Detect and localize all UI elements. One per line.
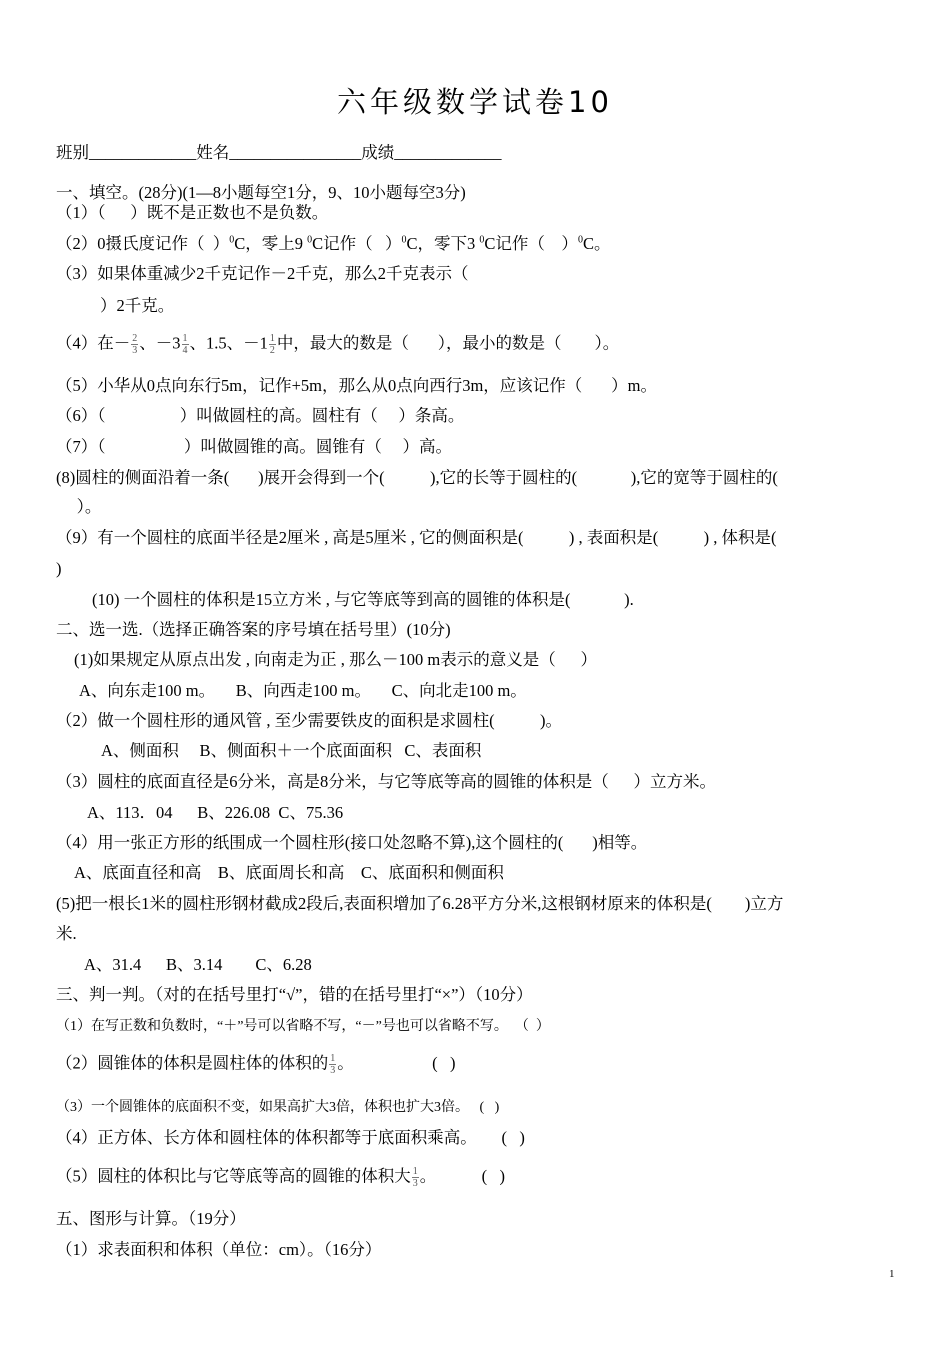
q1-3-line2: ）2千克。: [100, 296, 175, 315]
q2-3: （3）圆柱的底面直径是6分米，高是8分米，与它等底等高的圆锥的体积是（ ）立方米。: [56, 772, 716, 791]
fraction-1-2: $\frac{1}{2}$: [269, 333, 275, 356]
q1-2: （2）0摄氏度记作（ ）$^0$C，零上9 $^0$C记作（ ）$^0$C，零下3 $^0$C记作（ ）$^0$C。: [56, 234, 611, 253]
student-info-line: 班别_____________姓名________________成绩_____________: [56, 143, 502, 162]
q2-1-options: A、向东走100 m。 B、向西走100 m。 C、向北走100 m。: [79, 681, 527, 700]
q5-1: （1）求表面积和体积（单位：cm）。（16分）: [56, 1240, 382, 1259]
q1-8-line2: ）。: [56, 497, 102, 516]
q2-5-options: A、31.4 B、3.14 C、6.28: [84, 955, 312, 974]
q1-10: (10) 一个圆柱的体积是15立方米 , 与它等底等到高的圆锥的体积是( ).: [92, 590, 634, 609]
q2-5-line2: 米.: [56, 924, 77, 943]
q1-4: （4）在－ $\frac{2}{3}$ 、－3 $\frac{1}{4}$ 、1.5、－1 $\frac{1}{2}$ 中，最大的数是（ ），最小的数是（ ）。: [56, 333, 620, 356]
q1-5: （5）小华从0点向东行5m，记作+5m，那么从0点向西行3m，应该记作（ ）m。: [56, 376, 658, 395]
q1-1: （1）（ ）既不是正数也不是负数。: [56, 203, 329, 222]
q1-3-line1: （3）如果体重减少2千克记作－2千克，那么2千克表示（: [56, 264, 469, 283]
page-title: 六年级数学试卷10: [337, 85, 613, 119]
fraction-2-3: $\frac{2}{3}$: [132, 333, 138, 356]
q3-3: （3）一个圆锥体的底面积不变，如果高扩大3倍，体积也扩大3倍。 ( ): [56, 1100, 500, 1115]
fraction-1-3: $\frac{1}{3}$: [330, 1053, 336, 1076]
section1-heading: 一、填空。(28分)(1—8小题每空1分，9、10小题每空3分): [56, 183, 466, 202]
q1-7: （7）（ ）叫做圆锥的高。圆锥有（ ）高。: [56, 437, 452, 456]
q2-2: （2）做一个圆柱形的通风管 , 至少需要铁皮的面积是求圆柱( )。: [56, 711, 562, 730]
q2-4: （4）用一张正方形的纸围成一个圆柱形(接口处忽略不算),这个圆柱的( )相等。: [56, 833, 648, 852]
q3-5: （5）圆柱的体积比与它等底等高的圆锥的体积大 $\frac{1}{3}$ 。 ( ): [56, 1166, 505, 1189]
q3-1: （1）在写正数和负数时，“＋”号可以省略不写，“－”号也可以省略不写。 （ ）: [56, 1019, 550, 1034]
q2-4-options: A、底面直径和高 B、底面周长和高 C、底面积和侧面积: [74, 863, 504, 882]
q2-5-line1: (5)把一根长1米的圆柱形钢材截成2段后,表面积增加了6.28平方分米,这根钢材原来的体积是( )立方: [56, 894, 784, 913]
q3-4: （4）正方体、长方体和圆柱体的体积都等于底面积乘高。 ( ): [56, 1128, 525, 1147]
fraction-1-4: $\frac{1}{4}$: [182, 333, 188, 356]
q2-1: (1)如果规定从原点出发 , 向南走为正 , 那么－100 m表示的意义是（ ）: [74, 650, 597, 669]
q2-3-options: A、113．04 B、226.08 C、75.36: [87, 803, 344, 822]
q1-9-line1: （9）有一个圆柱的底面半径是2厘米 , 高是5厘米 , 它的侧面积是( ) , 表面积是( ) , 体积是(: [56, 528, 777, 547]
section2-heading: 二、选一选.（选择正确答案的序号填在括号里）(10分): [56, 620, 451, 639]
section5-heading: 五、图形与计算。（19分）: [56, 1209, 246, 1228]
section3-heading: 三、判一判。（对的在括号里打“√”，错的在括号里打“×”）（10分）: [56, 985, 533, 1004]
q1-9-line2: ): [56, 559, 62, 578]
q1-6: （6）（ ）叫做圆柱的高。圆柱有（ ）条高。: [56, 406, 465, 425]
q1-8-line1: (8)圆柱的侧面沿着一条( )展开会得到一个( ),它的长等于圆柱的( ),它的宽等于圆柱的(: [56, 468, 778, 487]
q2-2-options: A、侧面积 B、侧面积＋一个底面面积 C、表面积: [101, 741, 482, 760]
q3-2: （2）圆锥体的体积是圆柱体的体积的 $\frac{1}{3}$ 。 ( ): [56, 1053, 456, 1076]
page-number: 1: [889, 1268, 895, 1280]
fraction-1-3: $\frac{1}{3}$: [412, 1166, 418, 1189]
